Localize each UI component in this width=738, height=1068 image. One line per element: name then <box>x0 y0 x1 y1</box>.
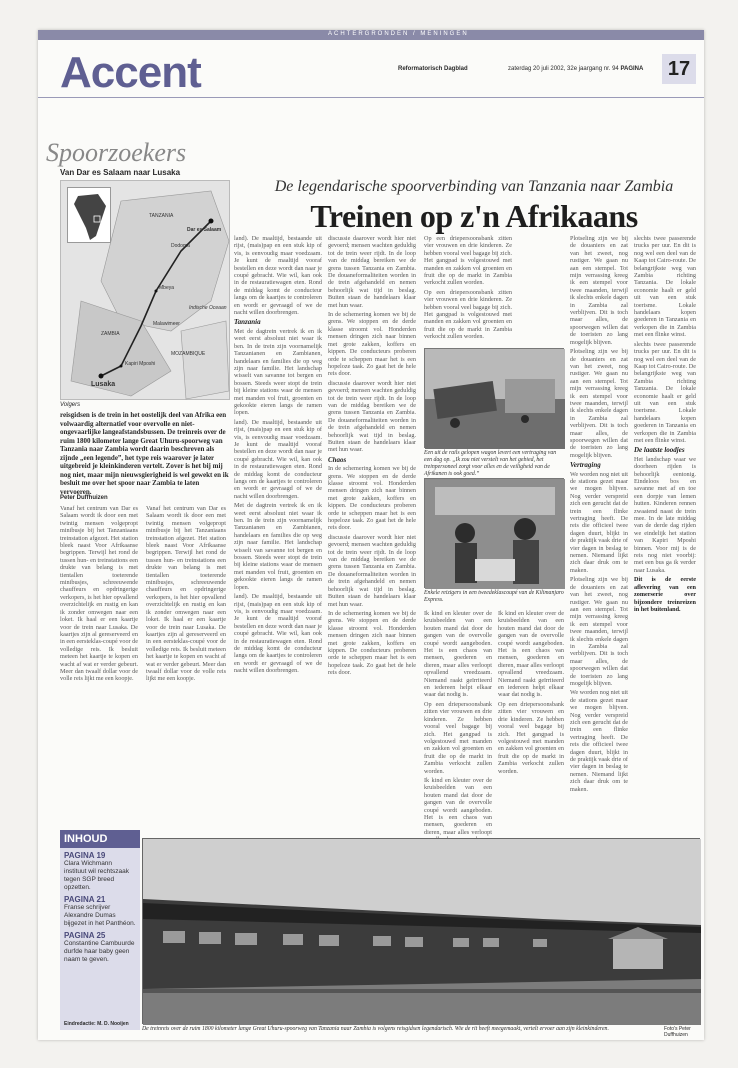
map-label-tanzania: TANZANIA <box>149 213 174 219</box>
column-2: land). De maaltijd, bestaande uit rijst, (mais)pap en een stuk kip of vis, is eenvoudig maar voedzaam. Je kunt de maaltijd vooraf bestellen en deze wordt dan naar je coupé gebracht. Wie wil, kan ook in de restauratiewagen eten. Rond de middag komt de conducteur langs om de kaartjes te controleren en wordt er gevraagd of we de nacht willen doorbrengen. Tanzania Met de dagtrein vertrek ik en ik weet eerst absoluut niet waar ik ben. In de trein zijn voornamelijk Tanzanianen en Zambianen, handelaars en families die op weg zijn naar familie. Het landschap wisselt van savanne tot bergen en bossen. Steeds weer stopt de trein bij kleine stations waar de mensen met manden vol fruit, groenten en gekookte eieren langs de ramen lopen. land). De maaltijd, bestaande uit rijst, (mais)pap en een stuk kip of vis, is eenvoudig maar voedzaam. Je kunt de maaltijd vooraf bestellen en deze wordt dan naar je coupé gebracht. Wie wil, kan ook in de restauratiewagen eten. Rond de middag komt de conducteur langs om de kaartjes te controleren en wordt er gevraagd of we de nacht willen doorbrengen. Met de dagtrein vertrek ik en ik weet eerst absoluut niet waar ik ben. In de trein zijn voornamelijk Tanzanianen en Zambianen, handelaars en families die op weg zijn naar familie. Het landschap wisselt van savanne tot bergen en bossen. Steeds weer stopt de trein bij kleine stations waar de mensen met manden vol fruit, groenten en gekookte eieren langs de ramen lopen. land). De maaltijd, bestaande uit rijst, (mais)pap en een stuk kip of vis, is eenvoudig maar voedzaam. Je kunt de maaltijd vooraf bestellen en deze wordt dan naar je coupé gebracht. Wie wil, kan ook in de restauratiewagen eten. Rond de middag komt de conducteur langs om de kaartjes te controleren en wordt er gevraagd of we de nacht willen doorbrengen. <box>234 235 322 675</box>
column-5: Plotseling zijn we bij de douaniers en zat van het zweet, nog rustiger. We gaan nu aan een stempel. Tot mijn verrassing kreeg ik een stempel voor twee maanden, terwijl ik slechts enkele dagen in Zambia zal verblijven. Dit is toch maar alles, de spoorwegen willen dat de toeristen zo lang mogelijk blijven. Plotseling zijn we bij de douaniers en zat van het zweet, nog rustiger. We gaan nu aan een stempel. Tot mijn verrassing kreeg ik een stempel voor twee maanden, terwijl ik slechts enkele dagen in Zambia zal verblijven. Dit is toch maar alles, de spoorwegen willen dat de toeristen zo lang mogelijk blijven. Vertraging We worden nog niet uit de stations gezet maar we mogen blijven. Nog verder verspreid zich een gerucht dat de trein een flinke vertraging heeft. De reis die officieel twee dagen duurt, blijkt in de praktijk vaak drie of vier dagen in beslag te nemen. Niemand lijkt zich daar druk om te maken. Plotseling zijn we bij de douaniers en zat van het zweet, nog rustiger. We gaan nu aan een stempel. Tot mijn verrassing kreeg ik een stempel voor twee maanden, terwijl ik slechts enkele dagen in Zambia zal verblijven. Dit is toch maar alles, de spoorwegen willen dat de toeristen zo lang mogelijk blijven. We worden nog niet uit de stations gezet maar we mogen blijven. Nog verder verspreid zich een gerucht dat de trein een flinke vertraging heeft. De reis die officieel twee dagen duurt, blijkt in de praktijk vaak drie of vier dagen in beslag te nemen. Niemand lijkt zich daar druk om te maken. <box>570 235 628 793</box>
photo-derailed-wagon <box>424 348 564 448</box>
contents-item[interactable]: PAGINA 25 Constantine Cambuurde durfde haar baby geen naam te geven. <box>64 931 135 963</box>
page-number: 17 <box>662 54 696 84</box>
route-title: Van Dar es Salaam naar Lusaka <box>60 168 181 177</box>
section-bar <box>38 30 704 40</box>
map-label-lusaka: Lusaka <box>91 381 116 388</box>
masthead <box>38 40 704 98</box>
subhead-laatste-loodjes: De laatste loodjes <box>634 446 685 455</box>
africa-inset <box>67 187 111 243</box>
article-kicker: De legendarische spoorverbinding van Tanzania naar Zambia <box>274 178 674 195</box>
map-label-mbeya: Mbeya <box>159 285 175 291</box>
map-label-mozambique: MOZAMBIQUE <box>171 351 206 357</box>
article-headline: Treinen op z'n Afrikaans <box>310 198 638 234</box>
accent-logo: Accent <box>60 48 201 97</box>
route-map <box>60 180 230 400</box>
page-label: PAGINA <box>620 66 644 72</box>
section-label: ACHTERGRONDEN / MENINGEN <box>328 31 469 37</box>
map-label-zambia: ZAMBIA <box>101 331 120 337</box>
editor-credit: Eindredactie: M. D. Nooijen <box>64 1021 129 1027</box>
map-label-dodoma: Dodoma <box>171 243 190 249</box>
column-4-top: Op een driepersoonsbank zitten vier vrouwen en drie kinderen. Ze hebben vooral veel bagage bij zich. Het gangpad is volgestouwd met manden en zakken vol groenten en fruit die op de markt in Zambia verkocht zullen worden. Op een driepersoonsbank zitten vier vrouwen en drie kinderen. Ze hebben vooral veel bagage bij zich. Het gangpad is volgestouwd met manden en zakken vol groenten en fruit die op de markt in Zambia verkocht zullen worden. <box>424 235 512 341</box>
paper-name: Reformatorisch Dagblad <box>398 66 468 72</box>
series-title: Spoorzoekers <box>46 138 187 167</box>
caption-photo-1: Een uit de rails gelopen wagon levert een vertraging van een dag op. „Ik zou niet verstelt van het gebied, het treinpersoneel zorgt voor alles en de veiligheid van de Afrikanen is ook goed.” <box>424 450 557 477</box>
map-label-ocean: Indische Oceaan <box>189 305 227 311</box>
column-3: discussie daarover wordt hier niet gevoerd; mensen wachten geduldig tot de trein weer rijdt. In de loop van de middag bereiken we de grens tussen Tanzania en Zambia. De douaneformaliteiten worden in de trein afgehandeld en nemen behoorlijk wat tijd in beslag. Buiten staan de handelaars klaar met hun waar. In de schemering komen we bij de grens. We stoppen en de derde klasse stroomt vol. Honderden mensen dringen zich naar binnen met grote zakken, koffers en kippen. De conducteurs proberen orde te scheppen maar het is een hopeloze taak. Zo gaat het de hele reis door. discussie daarover wordt hier niet gevoerd; mensen wachten geduldig tot de trein weer rijdt. In de loop van de middag bereiken we de grens tussen Tanzania en Zambia. De douaneformaliteiten worden in de trein afgehandeld en nemen behoorlijk wat tijd in beslag. Buiten staan de handelaars klaar met hun waar. Chaos In de schemering komen we bij de grens. We stoppen en de derde klasse stroomt vol. Honderden mensen dringen zich naar binnen met grote zakken, koffers en kippen. De conducteurs proberen orde te scheppen maar het is een hopeloze taak. Zo gaat het de hele reis door. discussie daarover wordt hier niet gevoerd; mensen wachten geduldig tot de trein weer rijdt. In de loop van de middag bereiken we de grens tussen Tanzania en Zambia. De douaneformaliteiten worden in de trein afgehandeld en nemen behoorlijk wat tijd in beslag. Buiten staan de handelaars klaar met hun waar. In de schemering komen we bij de grens. We stoppen en de derde klasse stroomt vol. Honderden mensen dringen zich naar binnen met grote zakken, koffers en kippen. De conducteurs proberen orde te scheppen maar het is een hopeloze taak. Zo gaat het de hele reis door. <box>328 235 416 677</box>
contents-box <box>60 830 140 1030</box>
column-1b: Vanaf het centrum van Dar es Salaam wordt ik door een met twintig mensen volgepropt minibusje bij het Tanzaniaans treinstation afgezet. Het station bleek naast Voor Afrikaanse begrippen. Terwijl het rond de tussen hun- en treinstations een drukte van belang is met tientallen toeterende minibusjes, schreeuwende chauffeurs en opdringerige verkopers, is het hier opvallend overzichtelijk en rustig en kan ik zonder omwegen naar een loket. Ik haal er een kaartje voor de trein naar Lusaka. De kaartjes zijn al gereserveerd en in een eersteklas-coupé voor de volledige reis. Ik besluit meteen het kaartje te kopen en wacht af wat er verder gebeurt. Meer dan twaalf dollar voor de volle reis lijkt me een koopje. <box>146 505 226 683</box>
intro-lead-word: Volgers <box>60 402 81 408</box>
contents-title: INHOUD <box>60 830 140 848</box>
map-label-kapiri: Kapiri Mposhi <box>125 361 156 367</box>
column-4c: Ik kind en kleuter over de kruisbeelden van een houten mand dat door de gangen van de overvolle coupé wordt aangeboden. Het is een chaos van mensen, goederen en dieren, maar alles verloopt opvallend vreedzaam. Niemand raakt geïrriteerd en iedereen helpt elkaar waar dat nodig is. Op een driepersoonsbank zitten vier vrouwen en drie kinderen. Ze hebben vooral veel bagage bij zich. Het gangpad is volgestouwd met manden en zakken vol groenten en fruit die op de markt in Zambia verkocht zullen worden. <box>498 610 564 775</box>
column-6: slechts twee passerende trucks per uur. En dit is nog wel een deel van de Kaap tot Cairo-route. De belangrijkste weg van Zambia richting Tanzania. De lokale economie haalt er geld uit van een stuk toerisme. Lokale handelaars kopen goederen in Tanzania en verkopen die in Zambia met een flinke winst. slechts twee passerende trucks per uur. En dit is nog wel een deel van de Kaap tot Cairo-route. De belangrijkste weg van Zambia richting Tanzania. De lokale economie haalt er geld uit van een stuk toerisme. Lokale handelaars kopen goederen in Tanzania en verkopen die in Zambia met een flinke winst. De laatste loodjes Het landschap waar we doorheen rijden is behoorlijk eentonig. Eindeloos bos en savanne met af en toe een dorpje van lemen hutten. Kinderen rennen zwaaiend naast de trein mee. In de late middag van de derde dag rijden we eindelijk het station van Kapiri Mposhi binnen. Voor mij is de reis nog niet voorbij: met een bus ga ik verder naar Lusaka. Dit is de eerste aflevering van een zomerserie over bijzondere treinreizen in het buitenland. <box>634 235 696 613</box>
column-4-bottom: Ik kind en kleuter over de kruisbeelden van een houten mand dat door de gangen van de overvolle coupé wordt aangeboden. Het is een chaos van mensen, goederen en dieren, maar alles verloopt opvallend vreedzaam. Niemand raakt geïrriteerd en iedereen helpt elkaar waar dat nodig is. Op een driepersoonsbank zitten vier vrouwen en drie kinderen. Ze hebben vooral veel bagage bij zich. Het gangpad is volgestouwd met manden en zakken vol groenten en fruit die op de markt in Zambia verkocht zullen worden. Ik kind en kleuter over de kruisbeelden van een houten mand dat door de gangen van de overvolle coupé wordt aangeboden. Het is een chaos van mensen, goederen en dieren, maar alles verloopt <box>424 610 492 836</box>
map-label-dar: Dar es Salaam <box>187 227 222 233</box>
caption-photo-2: Enkele reizigers in een tweedeklascoupé van de Kilimanjaro Express. <box>424 590 564 603</box>
subhead-vertraging: Vertraging <box>570 461 601 470</box>
byline: Peter Duffhuizen <box>60 495 108 501</box>
subhead-chaos: Chaos <box>328 455 347 464</box>
map-label-malawimeer: Malawimeer <box>153 321 180 327</box>
caption-train: De treinreis over de ruim 1800 kilometer lange Great Uhuru-spoorweg van Tanzania naar Zambia is volgens reisgidsen legendarisch. Wie de rit heeft meegemaakt, vertelt ervoer aan zijn kleinkinderen. <box>142 1026 609 1032</box>
subhead-tanzania: Tanzania <box>234 318 261 327</box>
photo-credit: Foto's Peter Duffhuizen <box>664 1026 691 1038</box>
photo-train <box>142 838 700 1024</box>
contents-item[interactable]: PAGINA 19 Clara Wichmann instituut wil rechtszaak tegen SGP breed opzetten. <box>64 851 130 891</box>
newspaper-page <box>38 30 704 1040</box>
photo-second-class-coupe <box>424 478 564 588</box>
contents-item[interactable]: PAGINA 21 Franse schrijver Alexandre Dumas bijgezet in het Panthéon. <box>64 895 136 927</box>
date-line: zaterdag 20 juli 2002, 32e jaargang nr. 94 PAGINA <box>508 66 644 72</box>
intro-text: reisgidsen is de trein in het oostelijk deel van Afrika een volwaardig alternatief voor overvolle en niet-ongevaarlijke langeafstandsbussen. De treinreis over de ruim 1800 kilometer lange Great Uhuru-spoorweg van Tanzania naar Zambia wordt daarin beschreven als zijnde „een legende”, het type reis waarover je later uitgebreid je kleinkinderen vertelt. Zover is het bij mij nog niet, maar mijn nieuwsgierigheid is wel gewekt en ik besluit me over het spoor naar Zambia te laten vervoeren. <box>60 411 229 496</box>
column-1: Vanaf het centrum van Dar es Salaam wordt ik door een met twintig mensen volgepropt minibusje bij het Tanzaniaans treinstation afgezet. Het station bleek naast Voor Afrikaanse begrippen. Terwijl het rond de tussen hun- en treinstations een drukte van belang is met tientallen toeterende minibusjes, schreeuwende chauffeurs en opdringerige verkopers, is het hier opvallend overzichtelijk en rustig en kan ik zonder omwegen naar een loket. Ik haal er een kaartje voor de trein naar Lusaka. De kaartjes zijn al gereserveerd en in een eersteklas-coupé voor de volledige reis. Ik besluit meteen het kaartje te kopen en wacht af wat er verder gebeurt. Meer dan twaalf dollar voor de volle reis lijkt me een koopje. <box>60 505 138 683</box>
